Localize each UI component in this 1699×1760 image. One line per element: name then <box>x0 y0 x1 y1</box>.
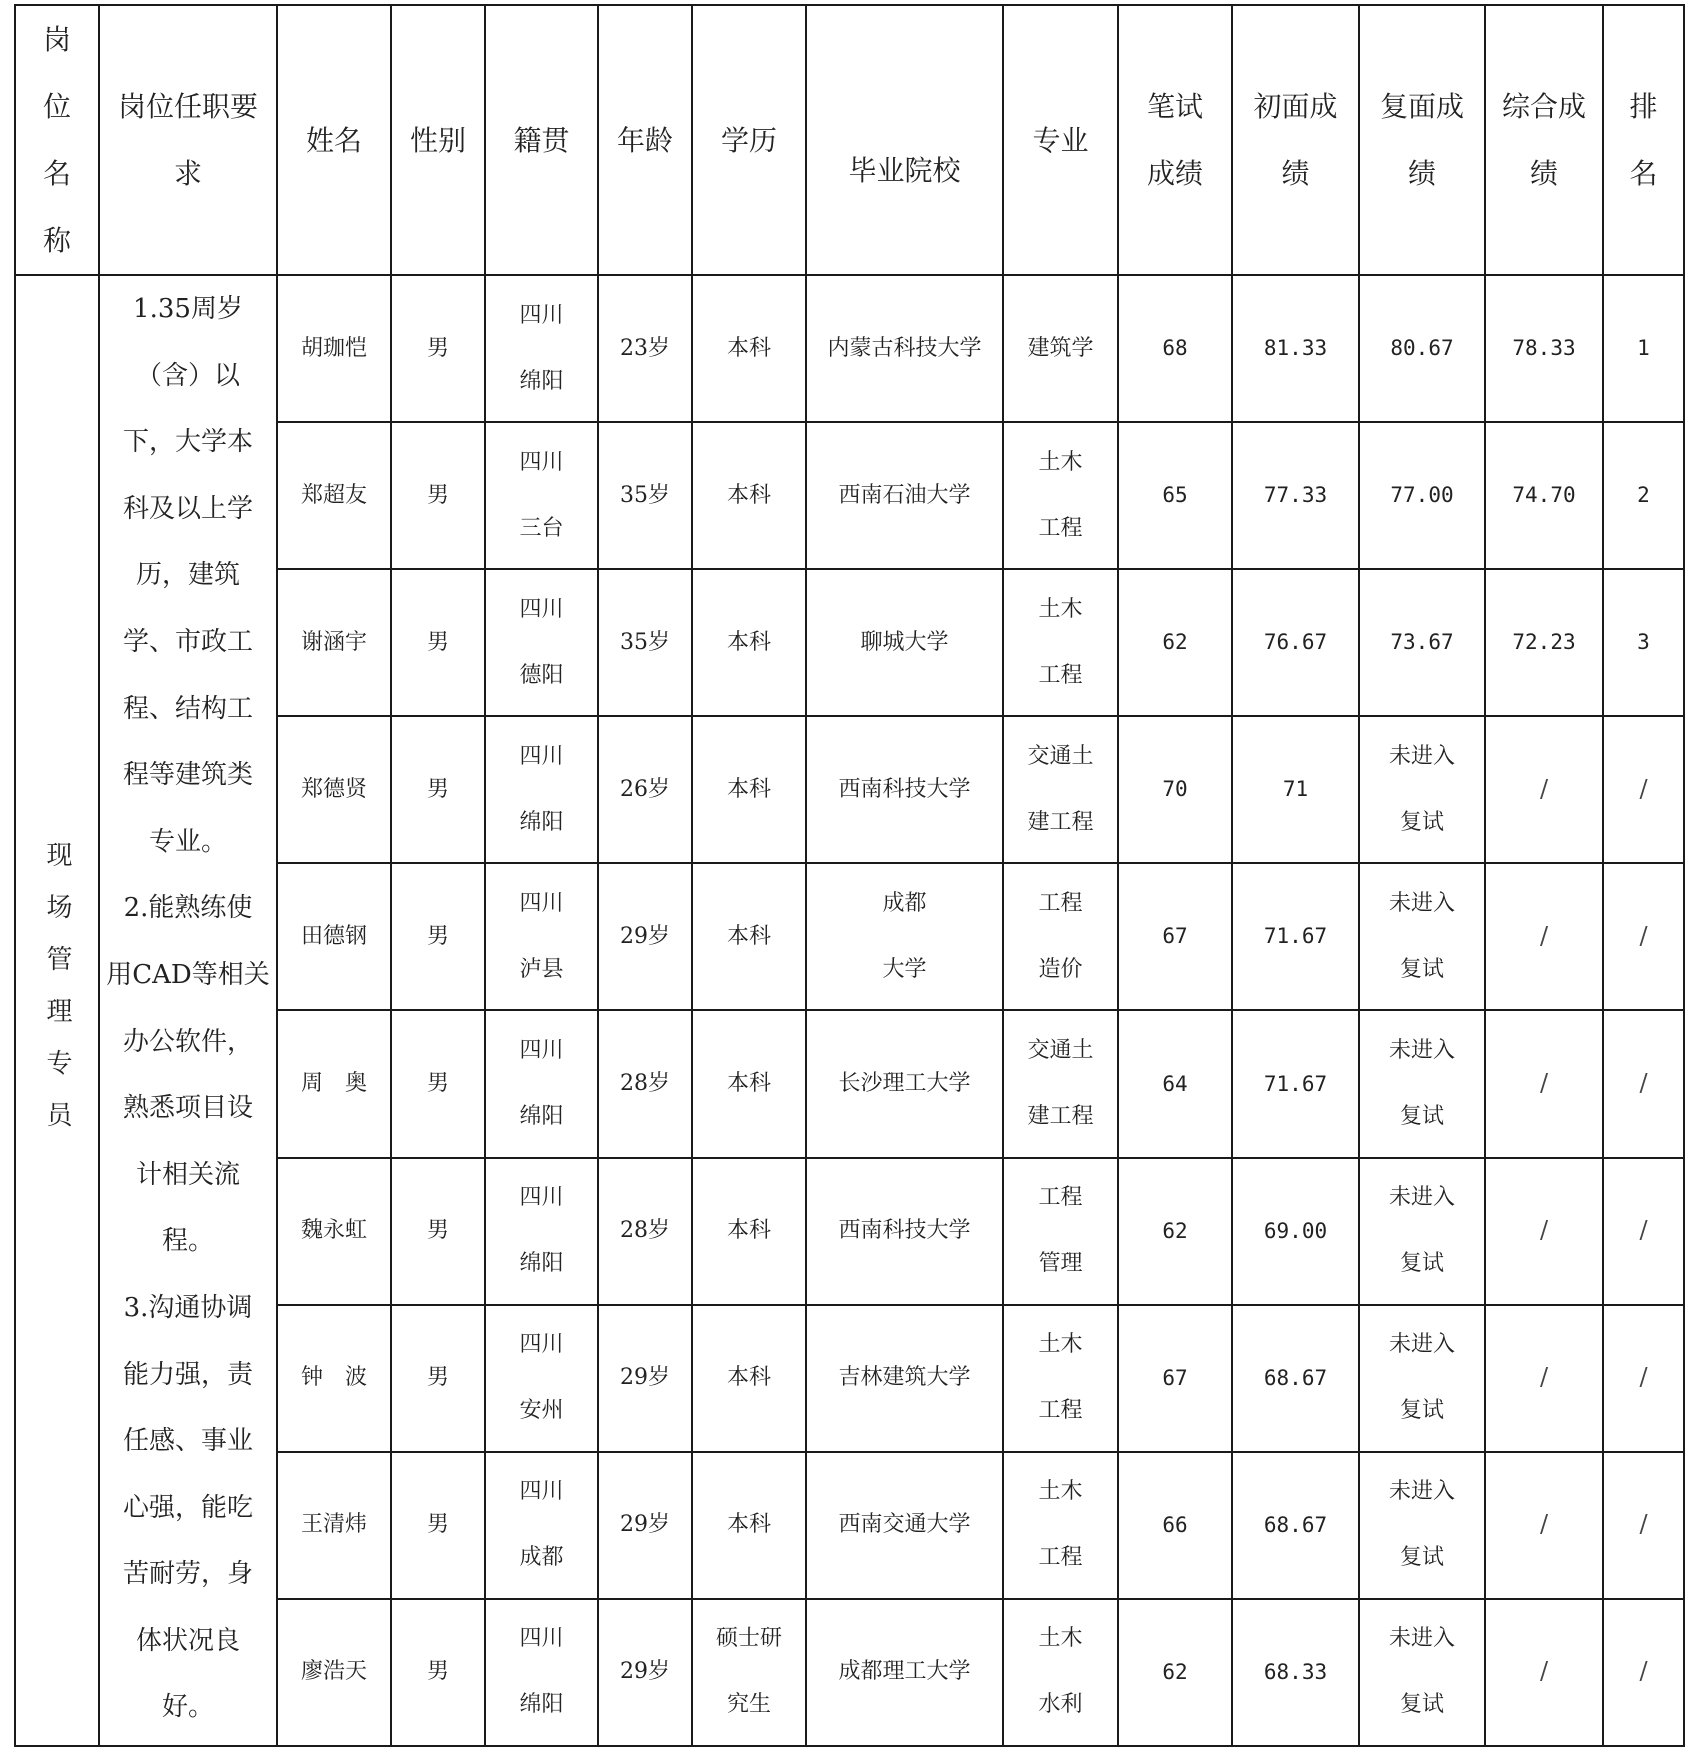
cell-school <box>806 1158 1003 1305</box>
cell-second-interview <box>1359 1010 1485 1157</box>
cell-name <box>277 1599 391 1746</box>
cell-gender <box>391 275 485 422</box>
header-gender: 性别 <box>391 5 485 275</box>
cell-name <box>277 422 391 569</box>
cell-age <box>598 1010 692 1157</box>
cell-second-interview <box>1359 569 1485 716</box>
cell-gender <box>391 1158 485 1305</box>
cell-written-text: 62 <box>1162 1659 1188 1684</box>
cell-overall-text: / <box>1539 1216 1549 1245</box>
cell-age <box>598 569 692 716</box>
cell-written-text: 67 <box>1162 1365 1188 1390</box>
cell-major <box>1003 275 1118 422</box>
cell-major <box>1003 1305 1118 1452</box>
cell-age-text: 29岁 <box>620 1512 670 1538</box>
cell-gender <box>391 422 485 569</box>
cell-second-interview-text: 未进入 复试 <box>1388 1332 1455 1424</box>
cell-overall <box>1485 1010 1603 1157</box>
cell-rank <box>1603 1599 1684 1746</box>
cell-gender-text: 男 <box>426 629 449 655</box>
cell-education-text: 硕士研 究生 <box>715 1626 782 1718</box>
cell-school-text: 西南交通大学 <box>838 1512 971 1538</box>
cell-overall <box>1485 569 1603 716</box>
cell-rank-text: / <box>1639 1363 1648 1392</box>
cell-school <box>806 716 1003 863</box>
cell-second-interview-text: 未进入 复试 <box>1388 1626 1455 1718</box>
cell-school-text: 成都理工大学 <box>838 1659 971 1685</box>
requirements-text: 1.35周岁 （含）以 下，大学本 科及以上学 历，建筑 学、市政工 程、结构工 程等建筑类 专业。 2.能熟练使 用CAD等相关 办公软件， 熟悉项目设 计相关流 程。 3.沟通协调 能力强，责 任感、事业 心强，能吃 苦耐劳，身 体状况良 好。 <box>106 294 270 1723</box>
cell-written <box>1118 1158 1232 1305</box>
cell-major-text: 工程 管理 <box>1038 1185 1083 1277</box>
header-post-name: 岗 位 名 称 <box>15 5 99 275</box>
cell-first-interview-text: 71.67 <box>1263 924 1328 949</box>
cell-origin-text: 四川 绵阳 <box>519 1626 564 1718</box>
cell-overall-text: 74.70 <box>1512 483 1576 508</box>
table-row <box>15 275 1684 422</box>
cell-first-interview <box>1232 863 1359 1010</box>
cell-second-interview-text: 未进入 复试 <box>1388 1185 1455 1277</box>
cell-overall-text: / <box>1539 1363 1549 1392</box>
cell-name <box>277 1452 391 1599</box>
cell-name-text: 周 奥 <box>300 1071 367 1097</box>
cell-overall <box>1485 716 1603 863</box>
cell-education-text: 本科 <box>726 482 771 508</box>
cell-education <box>692 422 806 569</box>
cell-age-text: 26岁 <box>620 776 670 802</box>
cell-origin <box>485 716 598 863</box>
cell-origin <box>485 422 598 569</box>
cell-education <box>692 1158 806 1305</box>
header-age: 年龄 <box>598 5 692 275</box>
cell-overall <box>1485 275 1603 422</box>
cell-school <box>806 1305 1003 1452</box>
cell-education-text: 本科 <box>726 629 771 655</box>
cell-first-interview-text: 76.67 <box>1263 630 1328 655</box>
cell-overall <box>1485 1599 1603 1746</box>
cell-origin <box>485 569 598 716</box>
cell-age <box>598 1305 692 1452</box>
cell-rank-text: / <box>1639 1216 1648 1245</box>
cell-origin <box>485 1010 598 1157</box>
cell-education-text: 本科 <box>726 1071 771 1097</box>
cell-second-interview <box>1359 863 1485 1010</box>
post-name-cell <box>15 275 99 1746</box>
cell-rank-text: / <box>1639 774 1648 803</box>
cell-major <box>1003 863 1118 1010</box>
cell-school <box>806 422 1003 569</box>
cell-overall-text: / <box>1539 1069 1549 1098</box>
cell-school <box>806 1599 1003 1746</box>
header-origin: 籍贯 <box>485 5 598 275</box>
cell-origin <box>485 1158 598 1305</box>
cell-age-text: 28岁 <box>620 1218 670 1244</box>
header-school: 毕业院校 <box>806 5 1003 275</box>
cell-school-text: 西南石油大学 <box>838 482 971 508</box>
cell-first-interview-text: 71 <box>1282 777 1309 802</box>
cell-first-interview <box>1232 275 1359 422</box>
cell-age-text: 23岁 <box>620 335 670 361</box>
cell-first-interview-text: 77.33 <box>1263 483 1328 508</box>
cell-rank <box>1603 1452 1684 1599</box>
cell-written-text: 65 <box>1162 483 1188 508</box>
cell-education <box>692 863 806 1010</box>
cell-age <box>598 716 692 863</box>
cell-gender <box>391 1305 485 1452</box>
cell-name <box>277 863 391 1010</box>
cell-second-interview-text: 未进入 复试 <box>1388 743 1455 835</box>
cell-education-text: 本科 <box>726 776 771 802</box>
cell-gender-text: 男 <box>426 482 449 508</box>
cell-overall-text: / <box>1539 1510 1549 1539</box>
cell-age-text: 29岁 <box>620 1659 670 1685</box>
cell-first-interview-text: 81.33 <box>1263 336 1328 361</box>
cell-origin-text: 四川 绵阳 <box>519 743 564 835</box>
cell-written-text: 62 <box>1162 1218 1188 1243</box>
cell-school-text: 聊城大学 <box>860 629 949 655</box>
cell-school <box>806 1452 1003 1599</box>
cell-origin-text: 四川 德阳 <box>519 596 564 688</box>
cell-gender-text: 男 <box>426 1071 449 1097</box>
cell-overall <box>1485 422 1603 569</box>
cell-gender <box>391 1599 485 1746</box>
header-second-interview: 复面成 绩 <box>1359 5 1485 275</box>
cell-written-text: 67 <box>1162 924 1188 949</box>
cell-name <box>277 569 391 716</box>
cell-education <box>692 1010 806 1157</box>
cell-rank <box>1603 1010 1684 1157</box>
cell-first-interview <box>1232 1305 1359 1452</box>
cell-rank-text: / <box>1639 921 1648 950</box>
header-requirements: 岗位任职要 求 <box>99 5 277 275</box>
cell-rank-text: 3 <box>1637 630 1650 655</box>
cell-written <box>1118 1010 1232 1157</box>
cell-major-text: 工程 造价 <box>1038 890 1083 982</box>
cell-age <box>598 275 692 422</box>
cell-gender-text: 男 <box>426 335 449 361</box>
cell-age <box>598 863 692 1010</box>
header-overall: 综合成 绩 <box>1485 5 1603 275</box>
cell-written <box>1118 863 1232 1010</box>
cell-overall-text: / <box>1539 1657 1549 1686</box>
cell-rank-text: 1 <box>1637 336 1650 361</box>
cell-education <box>692 716 806 863</box>
cell-education-text: 本科 <box>726 335 771 361</box>
post-name: 现场管理专员 <box>42 841 72 1153</box>
cell-second-interview-text: 未进入 复试 <box>1388 890 1455 982</box>
cell-school <box>806 569 1003 716</box>
cell-major-text: 土木 水利 <box>1038 1626 1083 1718</box>
cell-first-interview <box>1232 569 1359 716</box>
cell-gender-text: 男 <box>426 1218 449 1244</box>
cell-origin <box>485 1599 598 1746</box>
cell-name-text: 谢涵宇 <box>300 629 367 655</box>
cell-gender-text: 男 <box>426 1659 449 1685</box>
cell-rank-text: / <box>1639 1657 1648 1686</box>
cell-major <box>1003 1599 1118 1746</box>
cell-education-text: 本科 <box>726 1218 771 1244</box>
cell-written <box>1118 716 1232 863</box>
cell-major <box>1003 1452 1118 1599</box>
cell-first-interview <box>1232 1452 1359 1599</box>
cell-school <box>806 863 1003 1010</box>
cell-rank <box>1603 716 1684 863</box>
cell-first-interview-text: 68.67 <box>1263 1512 1328 1537</box>
cell-major <box>1003 1158 1118 1305</box>
cell-school <box>806 1010 1003 1157</box>
cell-age-text: 28岁 <box>620 1071 670 1097</box>
cell-first-interview-text: 68.33 <box>1263 1659 1328 1684</box>
cell-origin <box>485 275 598 422</box>
cell-gender <box>391 716 485 863</box>
cell-name-text: 胡珈恺 <box>300 335 367 361</box>
cell-name-text: 钟 波 <box>300 1365 367 1391</box>
cell-name-text: 魏永虹 <box>300 1218 367 1244</box>
cell-major-text: 交通土 建工程 <box>1027 743 1094 835</box>
cell-gender-text: 男 <box>426 1512 449 1538</box>
cell-rank-text: / <box>1639 1069 1648 1098</box>
cell-name-text: 郑超友 <box>300 482 367 508</box>
cell-age-text: 29岁 <box>620 923 670 949</box>
cell-age <box>598 422 692 569</box>
cell-second-interview <box>1359 275 1485 422</box>
cell-gender-text: 男 <box>426 1365 449 1391</box>
cell-school-text: 长沙理工大学 <box>838 1071 971 1097</box>
cell-name-text: 郑德贤 <box>300 776 367 802</box>
cell-first-interview <box>1232 716 1359 863</box>
cell-education <box>692 569 806 716</box>
cell-major-text: 建筑学 <box>1027 335 1094 361</box>
cell-written-text: 62 <box>1162 630 1188 655</box>
cell-overall-text: 78.33 <box>1512 336 1576 361</box>
cell-school-text: 成都 大学 <box>882 890 927 982</box>
cell-first-interview-text: 68.67 <box>1263 1365 1328 1390</box>
cell-second-interview <box>1359 1305 1485 1452</box>
cell-origin-text: 四川 绵阳 <box>519 1185 564 1277</box>
cell-school <box>806 275 1003 422</box>
cell-written <box>1118 1599 1232 1746</box>
cell-second-interview-text: 73.67 <box>1390 630 1454 655</box>
cell-major-text: 土木 工程 <box>1038 1332 1083 1424</box>
cell-age <box>598 1599 692 1746</box>
cell-education <box>692 1599 806 1746</box>
cell-rank-text: 2 <box>1637 483 1650 508</box>
cell-overall <box>1485 1452 1603 1599</box>
cell-name <box>277 1010 391 1157</box>
cell-origin-text: 四川 泸县 <box>519 890 564 982</box>
cell-origin-text: 四川 三台 <box>519 449 564 541</box>
cell-origin-text: 四川 成都 <box>519 1479 564 1571</box>
cell-written <box>1118 1305 1232 1452</box>
cell-gender-text: 男 <box>426 923 449 949</box>
cell-second-interview <box>1359 1158 1485 1305</box>
cell-written <box>1118 422 1232 569</box>
cell-education-text: 本科 <box>726 923 771 949</box>
cell-education-text: 本科 <box>726 1512 771 1538</box>
cell-overall-text: / <box>1539 921 1549 950</box>
cell-first-interview <box>1232 1599 1359 1746</box>
cell-second-interview-text: 80.67 <box>1390 336 1454 361</box>
cell-name <box>277 275 391 422</box>
requirements-cell <box>99 275 277 1746</box>
cell-education <box>692 1452 806 1599</box>
header-row <box>15 5 1684 275</box>
cell-origin <box>485 863 598 1010</box>
cell-name <box>277 1305 391 1452</box>
cell-rank <box>1603 1158 1684 1305</box>
cell-gender <box>391 1452 485 1599</box>
cell-education <box>692 1305 806 1452</box>
cell-education-text: 本科 <box>726 1365 771 1391</box>
cell-name <box>277 716 391 863</box>
cell-school-text: 吉林建筑大学 <box>838 1365 971 1391</box>
cell-age-text: 29岁 <box>620 1365 670 1391</box>
header-major: 专业 <box>1003 5 1118 275</box>
cell-second-interview-text: 未进入 复试 <box>1388 1479 1455 1571</box>
cell-written <box>1118 1452 1232 1599</box>
cell-rank <box>1603 863 1684 1010</box>
cell-major-text: 土木 工程 <box>1038 1479 1083 1571</box>
cell-age-text: 35岁 <box>620 482 670 508</box>
cell-name-text: 田德钢 <box>300 923 367 949</box>
cell-major-text: 交通土 建工程 <box>1027 1038 1094 1130</box>
cell-written-text: 70 <box>1162 777 1188 802</box>
cell-second-interview <box>1359 716 1485 863</box>
cell-major <box>1003 1010 1118 1157</box>
cell-written-text: 68 <box>1162 336 1188 361</box>
cell-major <box>1003 422 1118 569</box>
cell-written-text: 64 <box>1162 1071 1188 1096</box>
header-name: 姓名 <box>277 5 391 275</box>
cell-second-interview <box>1359 1452 1485 1599</box>
cell-rank <box>1603 569 1684 716</box>
cell-rank-text: / <box>1639 1510 1648 1539</box>
cell-first-interview-text: 71.67 <box>1263 1071 1328 1096</box>
cell-first-interview-text: 69.00 <box>1263 1218 1328 1243</box>
cell-gender <box>391 863 485 1010</box>
cell-origin-text: 四川 绵阳 <box>519 302 564 394</box>
cell-school-text: 西南科技大学 <box>838 1218 971 1244</box>
cell-written <box>1118 569 1232 716</box>
results-table <box>14 4 1685 1747</box>
cell-age <box>598 1158 692 1305</box>
cell-name-text: 王清炜 <box>300 1512 367 1538</box>
cell-second-interview-text: 未进入 复试 <box>1388 1038 1455 1130</box>
cell-name-text: 廖浩天 <box>300 1659 367 1685</box>
cell-origin <box>485 1452 598 1599</box>
header-written: 笔试 成绩 <box>1118 5 1232 275</box>
cell-second-interview <box>1359 422 1485 569</box>
cell-school-text: 内蒙古科技大学 <box>827 335 982 361</box>
cell-written <box>1118 275 1232 422</box>
cell-origin-text: 四川 安州 <box>519 1332 564 1424</box>
cell-age <box>598 1452 692 1599</box>
cell-overall <box>1485 1305 1603 1452</box>
cell-origin <box>485 1305 598 1452</box>
cell-overall <box>1485 863 1603 1010</box>
cell-major <box>1003 569 1118 716</box>
header-education: 学历 <box>692 5 806 275</box>
cell-first-interview <box>1232 1010 1359 1157</box>
cell-major <box>1003 716 1118 863</box>
header-first-interview: 初面成 绩 <box>1232 5 1359 275</box>
cell-second-interview-text: 77.00 <box>1390 483 1454 508</box>
cell-overall-text: 72.23 <box>1512 630 1576 655</box>
header-rank: 排 名 <box>1603 5 1684 275</box>
cell-name <box>277 1158 391 1305</box>
cell-major-text: 土木 工程 <box>1038 596 1083 688</box>
cell-rank <box>1603 422 1684 569</box>
cell-major-text: 土木 工程 <box>1038 449 1083 541</box>
cell-overall-text: / <box>1539 774 1549 803</box>
cell-gender <box>391 1010 485 1157</box>
cell-origin-text: 四川 绵阳 <box>519 1038 564 1130</box>
cell-written-text: 66 <box>1162 1512 1188 1537</box>
cell-rank <box>1603 1305 1684 1452</box>
cell-second-interview <box>1359 1599 1485 1746</box>
cell-age-text: 35岁 <box>620 629 670 655</box>
cell-gender <box>391 569 485 716</box>
cell-rank <box>1603 275 1684 422</box>
cell-first-interview <box>1232 422 1359 569</box>
cell-first-interview <box>1232 1158 1359 1305</box>
cell-overall <box>1485 1158 1603 1305</box>
cell-gender-text: 男 <box>426 776 449 802</box>
cell-school-text: 西南科技大学 <box>838 776 971 802</box>
cell-education <box>692 275 806 422</box>
